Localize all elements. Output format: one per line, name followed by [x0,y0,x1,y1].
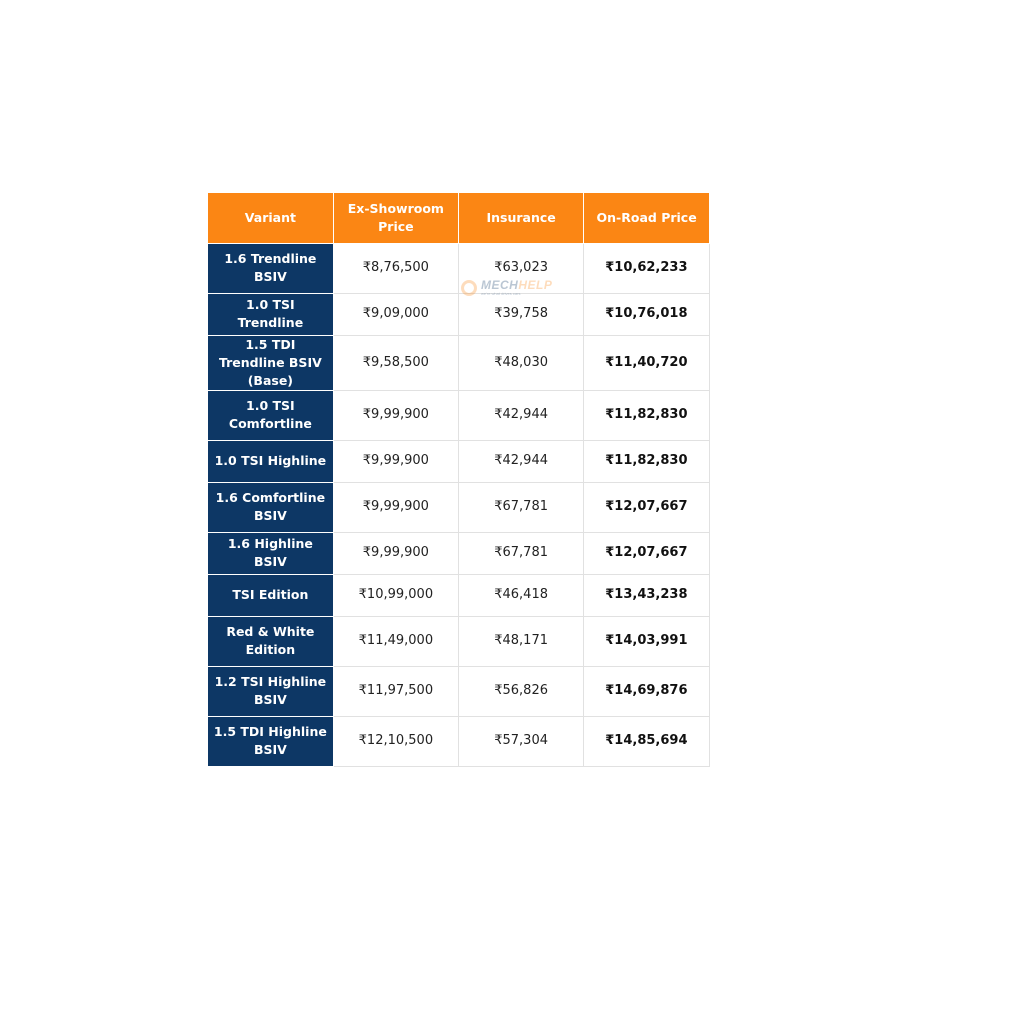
on-road-cell: ₹12,07,667 [584,482,709,532]
on-road-cell: ₹10,76,018 [584,293,709,335]
insurance-cell: ₹63,023 [459,243,584,293]
on-road-cell: ₹11,82,830 [584,440,709,482]
on-road-cell: ₹10,62,233 [584,243,709,293]
insurance-cell: ₹48,171 [459,616,584,666]
ex-showroom-cell: ₹9,58,500 [333,335,458,390]
table-row [208,390,709,440]
insurance-cell: ₹42,944 [459,440,584,482]
price-table [208,193,710,767]
on-road-cell: ₹11,82,830 [584,390,709,440]
on-road-cell: ₹12,07,667 [584,532,709,574]
variant-cell: TSI Edition [208,574,333,616]
insurance-cell: ₹46,418 [459,574,584,616]
header-insurance: Insurance [459,193,584,243]
ex-showroom-cell: ₹9,99,900 [333,440,458,482]
header-variant: Variant [208,193,333,243]
table-row [208,532,709,574]
variant-cell: 1.0 TSI Highline [208,440,333,482]
watermark-brand-prefix: MECH [481,278,519,292]
watermark-brand-suffix: HELP [518,278,553,292]
ex-showroom-cell: ₹12,10,500 [333,716,458,766]
variant-cell: 1.2 TSI Highline BSIV [208,666,333,716]
table-row [208,243,709,293]
insurance-cell: ₹56,826 [459,666,584,716]
table-row [208,716,709,766]
table-row [208,293,709,335]
insurance-cell: ₹67,781 [459,532,584,574]
variant-cell: 1.0 TSI Trendline [208,293,333,335]
ex-showroom-cell: ₹8,76,500 [333,243,458,293]
variant-cell: 1.6 Trendline BSIV [208,243,333,293]
insurance-cell: ₹57,304 [459,716,584,766]
on-road-cell: ₹13,43,238 [584,574,709,616]
table-row [208,616,709,666]
insurance-cell: ₹48,030 [459,335,584,390]
variant-cell: Red & White Edition [208,616,333,666]
on-road-cell: ₹14,69,876 [584,666,709,716]
header-ex-showroom-price: Ex-Showroom Price [333,193,458,243]
on-road-cell: ₹14,85,694 [584,716,709,766]
table-row [208,482,709,532]
insurance-cell: ₹39,758 [459,293,584,335]
ex-showroom-cell: ₹9,09,000 [333,293,458,335]
ex-showroom-cell: ₹10,99,000 [333,574,458,616]
header-on-road-price: On-Road Price [584,193,709,243]
insurance-cell: ₹42,944 [459,390,584,440]
table-row [208,440,709,482]
on-road-cell: ₹11,40,720 [584,335,709,390]
insurance-cell: ₹67,781 [459,482,584,532]
ex-showroom-cell: ₹11,49,000 [333,616,458,666]
ex-showroom-cell: ₹9,99,900 [333,532,458,574]
variant-cell: 1.0 TSI Comfortline [208,390,333,440]
ex-showroom-cell: ₹9,99,900 [333,390,458,440]
variant-cell: 1.5 TDI Trendline BSIV (Base) [208,335,333,390]
variant-cell: 1.5 TDI Highline BSIV [208,716,333,766]
table-row [208,335,709,390]
header-row [208,193,709,243]
ex-showroom-cell: ₹11,97,500 [333,666,458,716]
table-row [208,666,709,716]
watermark-tagline: we're what drives cars [481,291,521,296]
variant-cell: 1.6 Highline BSIV [208,532,333,574]
ex-showroom-cell: ₹9,99,900 [333,482,458,532]
variant-cell: 1.6 Comfortline BSIV [208,482,333,532]
on-road-cell: ₹14,03,991 [584,616,709,666]
table-row [208,574,709,616]
